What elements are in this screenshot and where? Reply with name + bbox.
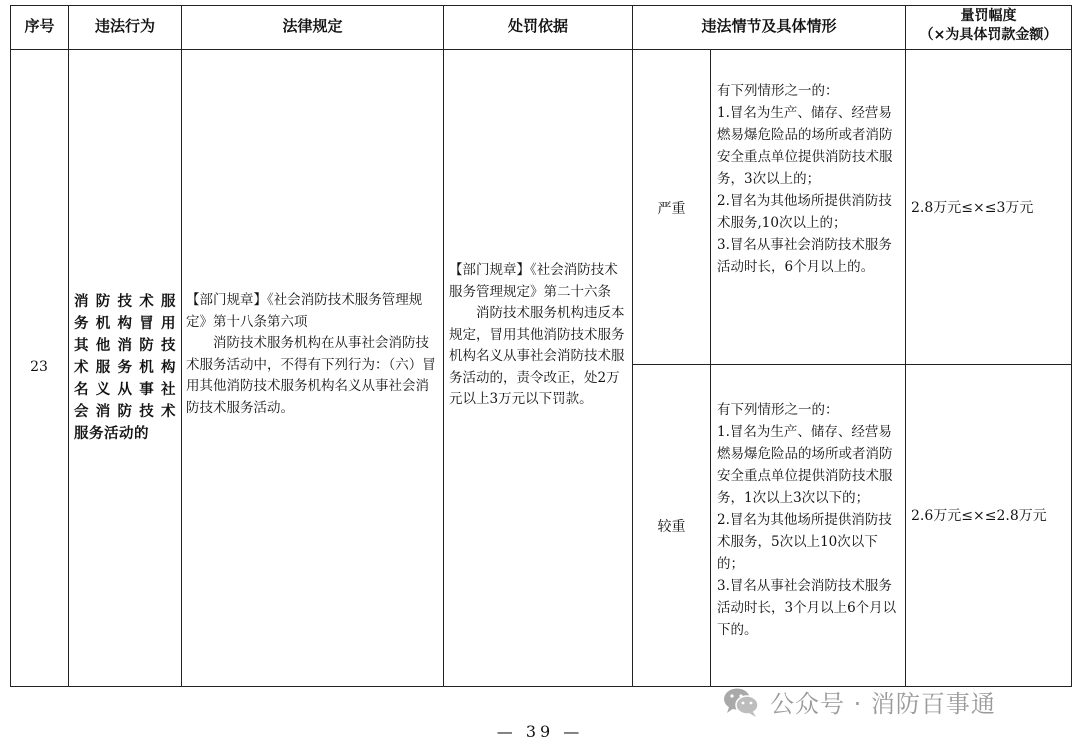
law-body: 消防技术服务机构在从事社会消防技术服务活动中，不得有下列行为：（六）冒用其他消防技术服务机构名义从事社会消防技术服务活动。 — [186, 335, 436, 416]
row-seq: 23 — [30, 359, 48, 376]
page-number: — 39 — — [496, 722, 584, 741]
detail-item: 3.冒名从事社会消防技术服务活动时长，3个月以上6个月以下的。 — [717, 578, 897, 638]
header-behavior: 违法行为 — [94, 17, 155, 35]
header-amount-line2: （×为具体罚款金额） — [919, 27, 1058, 43]
watermark-text: 公众号 · 消防百事通 — [770, 690, 996, 718]
wechat-icon — [722, 686, 760, 718]
law-title: 【部门规章】《社会消防技术服务管理规定》第十八条第六项 — [186, 292, 423, 330]
detail-intro: 有下列情形之一的： — [717, 83, 839, 99]
header-amount — [906, 6, 1071, 46]
level-severe: 严重 — [657, 201, 686, 217]
detail-intro: 有下列情形之一的： — [717, 402, 839, 418]
detail-severe — [717, 80, 900, 278]
behavior-line: 术服务机构 — [74, 360, 176, 376]
level-heavier: 较重 — [657, 519, 686, 535]
basis-title: 【部门规章】《社会消防技术服务管理规定》第二十六条 — [449, 262, 618, 300]
behavior-line: 会消防技术 — [74, 404, 176, 420]
header-circumstance: 违法情节及具体情形 — [701, 17, 837, 35]
row-basis — [449, 260, 629, 411]
detail-item: 2.冒名为其他场所提供消防技术服务，5次以上10次以下的； — [717, 512, 892, 572]
behavior-line: 名义从事社 — [74, 382, 176, 398]
header-law: 法律规定 — [282, 17, 343, 35]
behavior-line: 服务活动的 — [74, 426, 149, 442]
detail-item: 1.冒名为生产、储存、经营易燃易爆危险品的场所或者消防安全重点单位提供消防技术服务，1次以上3次以下的； — [717, 424, 893, 506]
detail-item: 1.冒名为生产、储存、经营易燃易爆危险品的场所或者消防安全重点单位提供消防技术服务，3次以上的； — [717, 105, 893, 187]
behavior-line: 务机构冒用 — [74, 316, 176, 332]
detail-heavier — [717, 399, 900, 641]
detail-item: 3.冒名从事社会消防技术服务活动时长，6个月以上的。 — [717, 237, 892, 275]
detail-item: 2.冒名为其他场所提供消防技术服务,10次以上的； — [717, 193, 892, 231]
row-behavior — [74, 50, 176, 686]
watermark — [722, 684, 996, 719]
row-law — [186, 290, 438, 419]
amount-severe: 2.8万元≤×≤3万元 — [911, 200, 1034, 216]
header-basis: 处罚依据 — [507, 17, 568, 35]
header-amount-line1: 量罚幅度 — [960, 8, 1017, 24]
amount-heavier: 2.6万元≤×≤2.8万元 — [911, 508, 1047, 524]
behavior-line: 其他消防技 — [74, 338, 176, 354]
behavior-line: 消防技术服 — [74, 294, 176, 310]
header-seq: 序号 — [24, 17, 55, 35]
basis-body: 消防技术服务机构违反本规定，冒用其他消防技术服务机构名义从事社会消防技术服务活动的，责令改正，处2万元以上3万元以下罚款。 — [449, 305, 625, 407]
